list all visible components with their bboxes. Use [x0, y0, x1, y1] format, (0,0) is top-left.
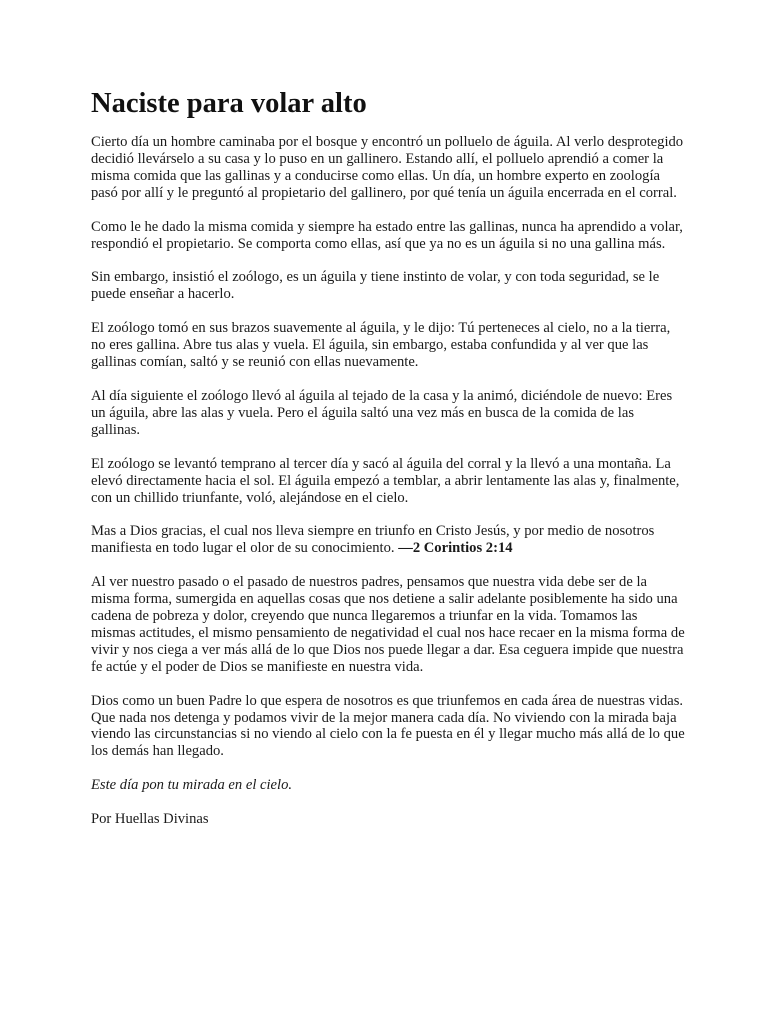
paragraph-8: Dios como un buen Padre lo que espera de nosotros es que triunfemos en cada área de nuestras vidas. Que nada nos detenga y podamos vivir de la mejor manera cada día. No viviendo con la mirada baja viendo las circunstancias si no viendo al cielo con la fe puesta en él y llegar mucho más allá de lo que los demás han llegado. [91, 692, 685, 760]
closing-line: Este día pon tu mirada en el cielo. [91, 777, 293, 794]
verse-text: Mas a Dios gracias, el cual nos lleva siempre en triunfo en Cristo Jesús, y por medio de nosotros manifiesta en todo lugar el olor de su conocimiento. [91, 523, 655, 557]
verse-reference: —2 Corintios 2:14 [398, 540, 513, 557]
document-page [91, 86, 685, 845]
paragraph-4: El zoólogo tomó en sus brazos suavemente al águila, y le dijo: Tú perteneces al cielo, no a la tierra, no eres gallina. Abre tus alas y vuela. El águila, sin embargo, estaba confundida y al ver que las gallinas comían, saltó y se reunió con ellas nuevamente. [91, 320, 671, 371]
paragraph-5: Al día siguiente el zoólogo llevó al águila al tejado de la casa y la animó, diciéndole de nuevo: Eres un águila, abre las alas y vuela. Pero el águila saltó una vez más en busca de la comida de las gallinas. [91, 387, 673, 438]
paragraph-6: El zoólogo se levantó temprano al tercer día y sacó al águila del corral y la llevó a una montaña. La elevó directamente hacia el sol. El águila empezó a temblar, a abrir lentamente las alas y, finalmente, con un chillido triunfante, voló, alejándose en el cielo. [91, 455, 680, 506]
signature: Por Huellas Divinas [91, 811, 209, 828]
paragraph-1: Cierto día un hombre caminaba por el bosque y encontró un polluelo de águila. Al verlo desprotegido decidió llevárselo a su casa y lo puso en un gallinero. Estando allí, el polluelo aprendió a comer la misma comida que las gallinas y a conducirse como ellas. Un día, un hombre experto en zoología pasó por allí y le preguntó al propietario del gallinero, por qué tenía un águila encerrada en el corral. [91, 134, 684, 201]
document-title: Naciste para volar alto [91, 88, 367, 119]
paragraph-7: Al ver nuestro pasado o el pasado de nuestros padres, pensamos que nuestra vida debe ser de la misma forma, sumergida en aquellas cosas que nos detiene a salir adelante posiblemente ha sido una cadena de pobreza y dolor, creyendo que nunca llegaremos a triunfar en la vida. Tomamos las mismas actitudes, el mismo pensamiento de negatividad el cual nos hace recaer en la misma forma de vivir y nos ciega a ver más allá de lo que Dios nos puede llegar a dar. Esa ceguera impide que nuestra fe actúe y el poder de Dios se manifieste en nuestra vida. [91, 574, 685, 675]
verse-paragraph [91, 523, 685, 557]
paragraph-2: Como le he dado la misma comida y siempre ha estado entre las gallinas, nunca ha aprendido a volar, respondió el propietario. Se comporta como ellas, así que ya no es un águila si no una gallina más. [91, 218, 683, 252]
paragraph-3: Sin embargo, insistió el zoólogo, es un águila y tiene instinto de volar, y con toda seguridad, se le puede enseñar a hacerlo. [91, 269, 660, 303]
